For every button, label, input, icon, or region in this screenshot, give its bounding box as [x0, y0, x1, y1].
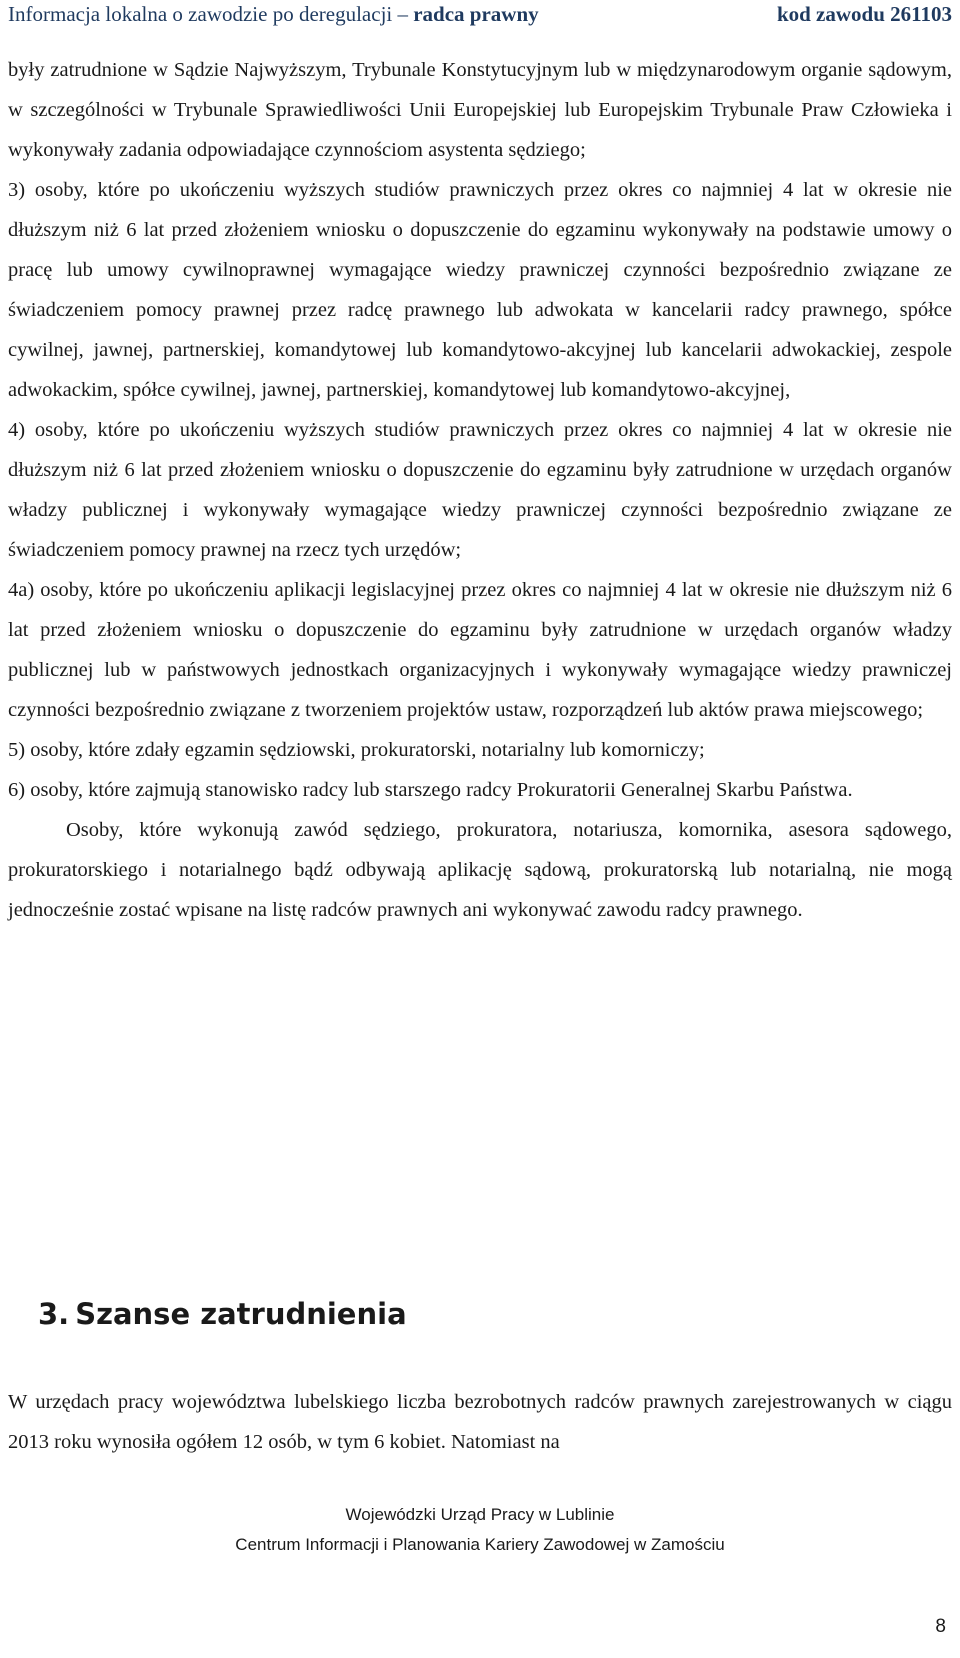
paragraph-item-5: 5) osoby, które zdały egzamin sędziowski, prokuratorski, notarialny lub komorniczy;: [8, 739, 705, 761]
paragraph-item-4: 4) osoby, które po ukończeniu wyższych studiów prawniczych przez okres co najmniej 4 lat w okresie nie dłuższym niż 6 lat przed złożeniem wniosku o dopuszczenie do egzaminu były zatrudnione w urzędach organów władzy publicznej i wykonywały wymagające wiedzy prawniczej czynności bezpośrednio związane ze świadczeniem pomocy prawnej na rzecz tych urzędów;: [8, 419, 952, 561]
paragraph-item-3: 3) osoby, które po ukończeniu wyższych studiów prawniczych przez okres co najmniej 4 lat w okresie nie dłuższym niż 6 lat przed złożeniem wniosku o dopuszczenie do egzaminu wykonywały na podstawie umowy o pracę lub umowy cywilnoprawnej wymagające wiedzy prawniczej czynności bezpośrednio związane ze świadczeniem pomocy prawnej przez radcę prawnego lub adwokata w kancelarii radcy prawnego, spółce cywilnej, jawnej, partnerskiej, komandytowej lub komandytowo-akcyjnej lub kancelarii adwokackiej, zespole adwokackim, spółce cywilnej, jawnej, partnerskiej, komandytowej lub komandytowo-akcyjnej,: [8, 179, 952, 401]
header-title-prefix: Informacja lokalna o zawodzie po deregulacji –: [8, 2, 408, 26]
page-number: 8: [935, 1616, 946, 1637]
header-title: [8, 0, 539, 28]
section-title: Szanse zatrudnienia: [75, 1297, 407, 1331]
page-footer: [0, 1500, 960, 1560]
header-profession: radca prawny: [413, 2, 539, 26]
page-header: [8, 0, 952, 30]
document-body: [8, 50, 952, 930]
paragraph-continuation: były zatrudnione w Sądzie Najwyższym, Trybunale Konstytucyjnym lub w międzynarodowym organie sądowym, w szczególności w Trybunale Sprawiedliwości Unii Europejskiej lub Europejskim Trybunale Praw Człowieka i wykonywały zadania odpowiadające czynnościom asystenta sędziego;: [8, 59, 952, 161]
paragraph-employment: W urzędach pracy województwa lubelskiego liczba bezrobotnych radców prawnych zarejestrowanych w ciągu 2013 roku wynosiła ogółem 12 osób, w tym 6 kobiet. Natomiast na: [8, 1391, 952, 1453]
section-heading: [38, 1296, 407, 1332]
section-number: 3.: [38, 1297, 70, 1331]
footer-line-1: Wojewódzki Urząd Pracy w Lublinie: [345, 1505, 615, 1524]
header-code: kod zawodu 261103: [776, 2, 952, 26]
paragraph-item-6: 6) osoby, które zajmują stanowisko radcy lub starszego radcy Prokuratorii Generalnej Skarbu Państwa.: [8, 779, 853, 801]
section-body: [8, 1382, 952, 1462]
footer-line-2: Centrum Informacji i Planowania Kariery Zawodowej w Zamościu: [235, 1535, 725, 1554]
paragraph-restrictions: Osoby, które wykonują zawód sędziego, prokuratora, notariusza, komornika, asesora sądowego, prokuratorskiego i notarialnego bądź odbywają aplikację sądową, prokuratorską lub notarialną, nie mogą jednocześnie zostać wpisane na listę radców prawnych ani wykonywać zawodu radcy prawnego.: [8, 819, 952, 921]
paragraph-item-4a: 4a) osoby, które po ukończeniu aplikacji legislacyjnej przez okres co najmniej 4 lat w okresie nie dłuższym niż 6 lat przed złożeniem wniosku o dopuszczenie do egzaminu były zatrudnione w urzędach organów władzy publicznej lub w państwowych jednostkach organizacyjnych i wykonywały wymagające wiedzy prawniczej czynności bezpośrednio związane z tworzeniem projektów ustaw, rozporządzeń lub aktów prawa miejscowego;: [8, 579, 952, 721]
